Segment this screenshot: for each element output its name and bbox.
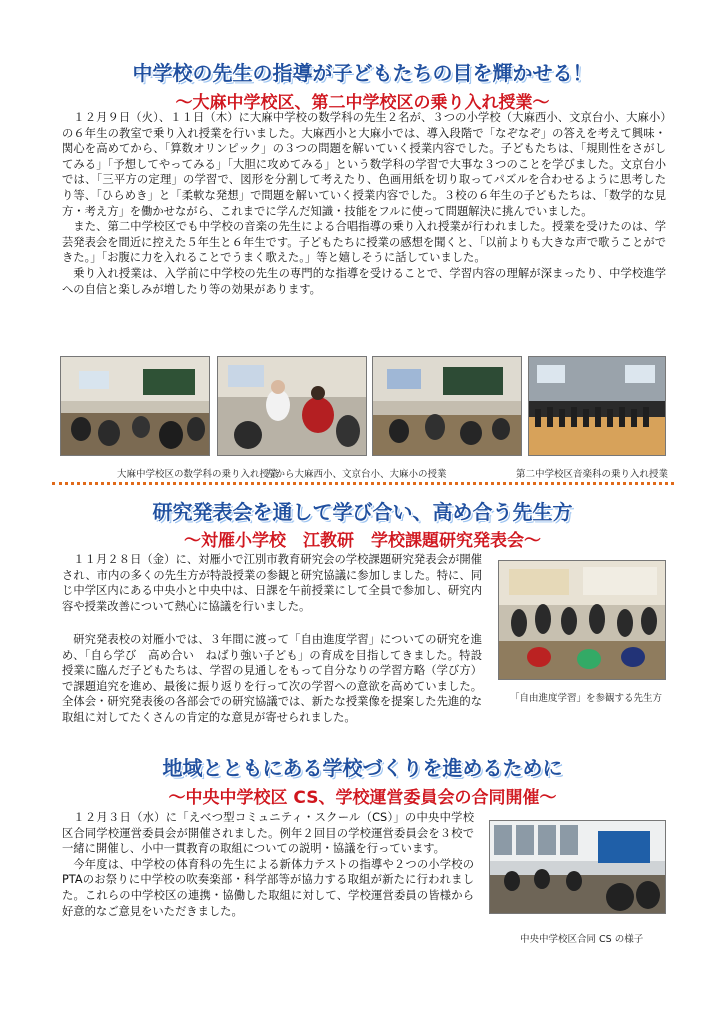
school-class-photo-2 — [372, 356, 522, 456]
music-class-caption: 第二中学校区音楽科の乗り入れ授業 — [516, 469, 669, 480]
section3-paragraph: １２月３日（水）に「えべつ型コミュニティ・スクール（CS）」の中央中学校区合同学校運営委員会が開催されました。例年２回目の学校運営委員会を３校で一緒に開催し、小中一貫教育の取組についての説明・協議を行っています。 — [62, 811, 474, 856]
section3-title: 地域とともにある学校づくりを進めるために — [162, 756, 563, 780]
section1-paragraph: また、第二中学校区でも中学校の音楽の先生による合唱指導の乗り入れ授業が行われました。授業を受けたのは、学芸発表会を間近に控えた５年生と６年生です。子どもたちに授業の感想を聞くと、「以前よりも大きな声で歌うことができた。」「お腹に力を入れることでうまく歌えた。」等と嬉しそうに話していました。 — [62, 220, 666, 265]
section2-title: 研究発表会を通して学び合い、高め合う先生方 — [152, 500, 573, 524]
section2-paragraph: 研究発表校の対雁小では、３年間に渡って「自由進度学習」についての研究を進め、「自ら学び 高め合い ねばり強い子ども」の育成を目指してきました。特設授業に臨んだ子どもたちは、学習の見通しをもって自分なりの学習方略（学び方）で課題追究を進め、最後に振り返りを行って次の学習への意欲を高めていました。全体会・研究発表後の各部会での研究協議では、新たな授業像を提案した先進的な取組に対してたくさんの肯定的な意見が寄せられました。 — [62, 633, 482, 724]
section1-subtitle: ～大麻中学校区、第二中学校区の乗り入れ授業～ — [175, 93, 550, 113]
section2-paragraph: １１月２８日（金）に、対雁小で江別市教育研究会の学校課題研究発表会が開催され、市内の多くの先生方が特設授業の参観と研究協議に参加しました。特に、同じ中学区内にある中央小と中央中は、日課を午前授業にして全員で参加し、研究内容や授業改善について熱心に協議を行いました。 — [62, 553, 482, 613]
music-class-photo — [528, 356, 666, 456]
section2-body-a — [62, 552, 482, 614]
research-caption: 「自由進度学習」を参観する先生方 — [510, 693, 663, 704]
section2-subtitle: ～対雁小学校 江教研 学校課題研究発表会～ — [184, 531, 541, 551]
schools-caption: 左から大麻西小、文京台小、大麻小の授業 — [266, 469, 447, 480]
research-presentation-photo — [498, 560, 666, 680]
math-class-photo — [60, 356, 210, 456]
school-class-photo-1 — [217, 356, 367, 456]
section1-paragraph: 乗り入れ授業は、入学前に中学校の先生の専門的な指導を受けることで、学習内容の理解が深まったり、中学校進学への自信と楽しみが増したり等の効果があります。 — [62, 266, 666, 296]
section3-subtitle: ～中央中学校区 CS、学校運営委員会の合同開催～ — [168, 788, 557, 808]
cs-meeting-photo — [489, 820, 666, 914]
section1-body — [62, 110, 666, 297]
section1-title: 中学校の先生の指導が子どもたちの目を輝かせる！ — [132, 61, 593, 85]
cs-meeting-caption: 中央中学校区合同 CS の様子 — [520, 934, 644, 945]
section-divider — [52, 482, 674, 485]
math-class-caption: 大麻中学校区の数学科の乗り入れ授業 — [117, 469, 279, 480]
section3-body — [62, 810, 474, 919]
section1-paragraph: １２月９日（火）、１１日（木）に大麻中学校の数学科の先生２名が、３つの小学校（大麻西小、文京台小、大麻小）の６年生の教室で乗り入れ授業を行いました。大麻西小と大麻小では、導入段階で「なぞなぞ」の答えを考えて興味・関心を高めてから、「算数オリンピック」の３つの問題を解いていく授業内容でした。子どもたちは、「規則性をさがしてみる」「予想してやってみる」「大胆に攻めてみる」という数学科の学習で大事な３つのことを学びました。文京台小では、「三平方の定理」の学習で、図形を分割して考えたり、色画用紙を切り取ってパズルを合わせるように思考したり等、「ひらめき」と「柔軟な発想」で問題を解いていく授業内容でした。３校の６年生の子どもたちは、「数学的な見方・考え方」を働かせながら、これまでに学んだ知識・技能をフルに使って問題解決に挑んでいました。 — [62, 111, 666, 218]
section3-paragraph: 今年度は、中学校の体育科の先生による新体力テストの指導や２つの小学校のPTAのお祭りに中学校の吹奏楽部・科学部等が協力する取組が新たに行われました。これらの中学校区の連携・協働した取組に対して、学校運営委員の皆様から好意的なご意見をいただきました。 — [62, 857, 474, 918]
